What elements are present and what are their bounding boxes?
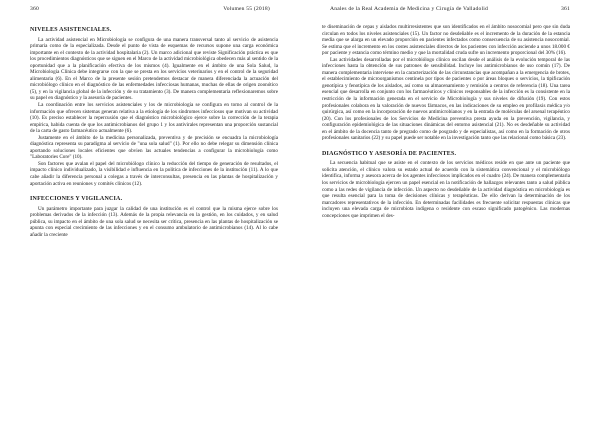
paragraph: Son factores que avalan el papel del microbiólogo clínico la reducción del tiempo de generación de resultados, el impacto clínico individualizado, la visibilidad e influencia en la política de infecciones de la institución (11). A lo que cabe añadir la diferencia personal a colegas a través de interconsultas, presencia en las plantas de hospitalización y aportación activa en reuniones y comités clínicos (12). [30, 160, 278, 187]
paragraph: La coordinación entre los servicios asistenciales y los de microbiología se configura en torno al control de la información que ofrecen sistemas generan relativa a la etiología de los síndromes infecciosos que motivan su actividad (10). Es preciso establecer la repercusión que el diagnóstico microbiológico ejerce sobre la corrección de la terapia empírica, habida cuenta de que los antimicrobianos del grupo 1 y los antivirales representan una proporción sustancial de la carta de gasto farmacéutico actualmente (6). [30, 102, 278, 135]
journal-title: Anales de la Real Academia de Medicina y Cirugía de Valladolid [330, 6, 488, 12]
paragraph: La secuencia habitual que se asiste en el contexto de los servicios médicos reside en que ante un paciente que solicita atención, el clínico valora su estado actual de acuerdo con la sistemática convencional y el microbiólogo identifica, informa y asesora acerca de los agentes infecciosos implicados en el cuadro (24). De manera complementaria los servicios de microbiología ejercen un papel esencial en la notificación de hallazgos relevantes tanto a salud pública como a las redes de vigilancia de infección. Un aspecto no desdeñable de la actividad diagnóstica en microbiología es que resulta esencial para la toma de decisiones clínicas y terapéuticas. De ello derivan la determinación de los marcadores representativos de la infección. En determinadas facilidades es frecuente solicitar respuestas clínicas que incluyen una elevada carga de microbiota indígena o residente con escaso significado patogénico. Las modernas concepciones que imprimen el des- [322, 160, 570, 219]
section-heading: INFECCIONES Y VIGILANCIA. [30, 196, 123, 203]
paragraph: Justamente en el ámbito de la medicina personalizada, preventiva y de precisión se encuadra la microbiología diagnóstica representa su paradigma al servicio de "una sola salud" (1). Por ello no debe relegar su dimensión clínica aportando soluciones locales eficientes que obvien las actuales tendencias a configurar la microbiología como "Laboratories Core" (10). [30, 134, 278, 161]
paragraph: La actividad asistencial en Microbiología se configura de una manera transversal tanto al servicio de asistencia primaria como de la especializada. Desde el punto de vista de esquemas de recursos supone una carga económica importante en el contexto de la actividad hospitalaria (2). Un marco adicional que reviste Significación práctica es que los procedimientos diagnósticos que se siguen en el Marco de la actividad microbiológica obedecen más al sentido de la oportunidad que a la planificación efectiva de los mismos (4). Igualmente en el ámbito de una Sola Salud, la Microbiología Clínica debe integrarse con la que se presta en los servicios veterinarios y en el control de la seguridad alimentaria (6). En el Marco de la presente sesión pretendemos destacar de manera diferenciada la actuación del microbiólogo clínico en el diagnóstico de las enfermedades infecciosas humanas, muchas de ellas de origen zoonótico (5), y en la vigilancia global de la infección y de su tratamiento (3). De manera complementaria reflexionaremos sobre su papel en diagnóstico y la asesoría de pacientes. [30, 36, 278, 102]
section-heading: DIAGNÓSTICO Y ASESORÍA DE PACIENTES. [322, 150, 457, 157]
paragraph: te diseminación de cepas y aislados multirresistentes que son identificados en el ámbito nosocomial pero que sin duda circulan en todos los niveles asistenciales (15). Un factor no desdeñable es el incremento de la duración de la estancia media que se alarga en un elevado proporción en pacientes infectados como consecuencia de su asistencia nosocomial. Se estima que el incremento en los costes asistenciales directos de los pacientes con infección asciende a unos 18.000 € por paciente y estancia como término medio y que la mortalidad cruda sufre un incremento proporcional del 30% (16). [322, 24, 570, 57]
right-running-head [330, 6, 570, 16]
volume-label: Volumen 55 (2018) [223, 6, 270, 12]
left-column [30, 24, 278, 238]
paragraph: Un parámetro importante para juzgar la calidad de una institución es el control que la misma ejerce sobre los problemas derivados de la infección (13). Además de la propia relevancia en la gestión, en los cuidados, y en salud pública, su impacto en el ámbito de una sola salud se necesita ser crítica, presencia en las plantas de hospitalización se apunta con especial crecimiento de las infecciones y en el consumo ambulatorio de antimicrobianos (14). Al lo cabe añadir la creciente [30, 205, 278, 238]
right-page-number: 361 [561, 6, 570, 12]
left-page-number: 360 [30, 6, 39, 12]
right-page [300, 0, 600, 423]
left-running-head [30, 6, 270, 16]
section-heading: NIVELES ASISTENCIALES. [30, 27, 112, 33]
paragraph: Las actividades desarrolladas por el microbiólogo clínico oscilan desde el análisis de la evolución temporal de las infecciones hasta la obtención de sus patrones de sensibilidad. Incluye los antimicrobianos de uso común (17). De manera complementaria interviene en la caracterización de las circunstancias que acompañan a la emergencia de brotes, el establecimiento de microorganismos centinela por tipos de pacientes o por áreas bloques o servicios, la tipificación genotípica y fenotípica de los aislados, así como su almacenamiento y remisión a centros de referencia (18). Una tarea esencial que desarrolla en conjunto con los farmacéuticos y clínicos responsables de la infección es la consistente en la restricción de la información generada en el servicio de Microbiología y sus niveles de difusión (19). Con estos profesionales colabora en la valoración de nuevos fármacos, en las indicaciones de su empleo en profilaxis médica y/o quirúrgica, así como en la incorporación de nuevos antimicrobianos y en la entrada de moléculas del arsenal terapéutico (20). Con los profesionales de los Servicios de Medicina preventiva presta ayuda en la prevención, vigilancia, y configuración epidemiológica de las situaciones dinámicas del entorno asistencial (21). No es desdeñable su actividad en el ámbito de la docencia tanto de pregrado como de posgrado y de especialistas, así como en la formación de otros profesionales sanitarios (22) y su papel puede ser notable en la investigación tanto que las relacional como básica (23). [322, 56, 570, 142]
right-column [322, 24, 570, 219]
